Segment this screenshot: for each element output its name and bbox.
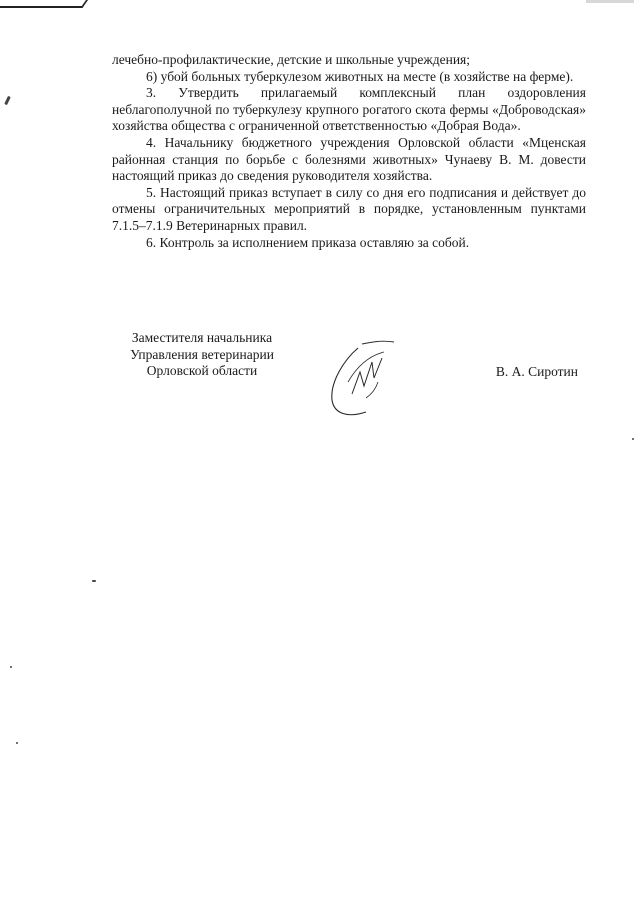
scan-edge-mark-right [586,0,634,3]
paragraph-continuation: лечебно-профилактические, детские и школьные учреждения; [112,52,471,67]
paragraph-5: 5. Настоящий приказ вступает в силу со дня его подписания и действует до отмены ограничительных мероприятий в порядке, установленным пунктами 7.1.5–7.1.9 Ветеринарных правил. [112,184,586,233]
scan-speck [10,666,12,668]
paragraph-3: 3. Утвердить прилагаемый комплексный план оздоровления неблагополучной по туберкулезу крупного рогатого скота фермы «Доброводская» хозяйства общества с ограниченной ответственностью «Добрая Вода». [112,85,586,134]
scan-speck [16,742,18,744]
handwritten-signature [322,338,402,422]
scan-edge-mark [0,0,88,8]
position-line: Орловской области [146,363,258,379]
position-line: Управления ветеринарии [130,346,274,362]
signatory-position [112,330,292,380]
paragraph-item-6: 6) убой больных туберкулезом животных на месте (в хозяйстве на ферме). [146,68,574,84]
document-body [112,52,586,251]
signatory-name: В. А. Сиротин [495,364,578,379]
signature-block [112,330,586,420]
paragraph-4: 4. Начальнику бюджетного учреждения Орловской области «Мценская районная станция по борьбе с болезнями животных» Чунаеву В. М. довести настоящий приказ до сведения руководителя хозяйства. [112,134,586,184]
paragraph-6: 6. Контроль за исполнением приказа оставляю за собой. [146,234,470,250]
scan-speck [632,438,634,440]
position-line: Заместителя начальника [131,330,273,345]
scan-speck [4,96,11,105]
scan-speck [92,580,96,582]
